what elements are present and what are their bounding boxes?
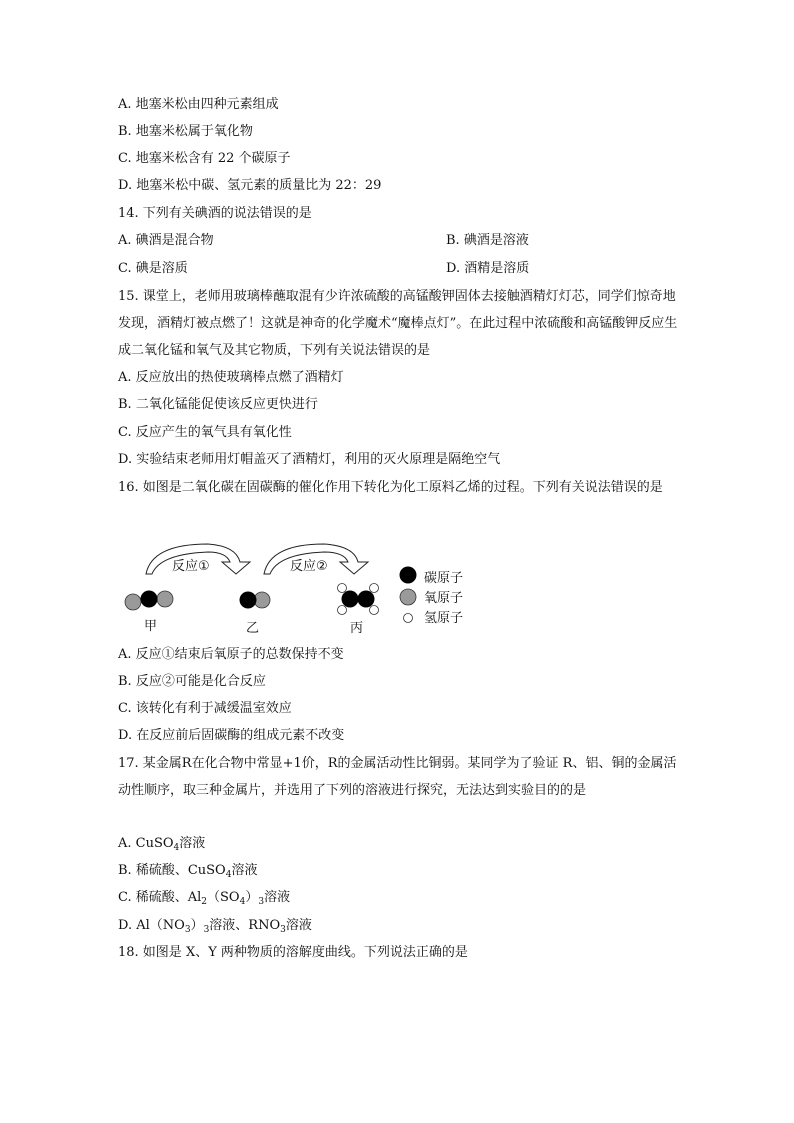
q17-option-b	[118, 862, 257, 880]
bing-label: 丙	[350, 621, 364, 636]
co2-to-ethylene-diagram	[118, 538, 488, 643]
jia-carbon	[141, 591, 158, 608]
q14-stem: 14. 下列有关碘酒的说法错误的是	[118, 206, 312, 221]
q17-stem: 17. 某金属R在化合物中常显+1价，R的金属活动性比铜弱。某同学为了验证 R、铝、铜的金属活动性顺序，取三种金属片，并选用了下列的溶液进行探究，无法达到实验目的的是	[118, 756, 677, 798]
yi-carbon	[240, 592, 257, 609]
q15-option-d: D. 实验结束老师用灯帽盖灭了酒精灯，利用的灭火原理是隔绝空气	[118, 452, 501, 467]
q14-option-a: A. 碘酒是混合物	[118, 233, 214, 248]
q17-c-mid: （SO	[207, 890, 240, 905]
q17-a-text: A. CuSO	[118, 836, 174, 851]
q14-option-c: C. 碘是溶质	[118, 261, 188, 276]
bing-carbon-1	[342, 591, 359, 608]
q17-option-a	[118, 835, 205, 853]
q14-option-d: D. 酒精是溶质	[446, 261, 530, 276]
q16-option-b: B. 反应②可能是化合反应	[118, 674, 266, 689]
q17-b-suffix: 溶液	[231, 863, 258, 878]
reaction1-label: 反应①	[172, 559, 210, 574]
jia-label: 甲	[144, 619, 158, 634]
q15-option-a: A. 反应放出的热使玻璃棒点燃了酒精灯	[118, 370, 344, 385]
q17-c-subscript-2: 4	[239, 897, 246, 907]
q17-d-mid-2: 溶液、RNO	[209, 918, 281, 933]
q13-option-c: C. 地塞米松含有 22 个碳原子	[118, 151, 291, 166]
q17-d-subscript-1: 3	[184, 925, 191, 935]
jia-oxygen-left	[125, 594, 141, 610]
q16-option-c: C. 该转化有利于减缓温室效应	[118, 701, 292, 716]
reaction2-label: 反应②	[290, 559, 328, 574]
legend-carbon-label: 碳原子	[424, 571, 464, 586]
q17-c-subscript-1: 2	[201, 897, 208, 907]
q13-option-b: B. 地塞米松属于氧化物	[118, 124, 253, 139]
legend-oxygen-swatch	[400, 589, 416, 605]
q13-option-a: A. 地塞米松由四种元素组成	[118, 97, 279, 112]
q17-d-subscript-3: 3	[280, 925, 286, 935]
q17-d-subscript-2: 3	[203, 925, 210, 935]
legend-oxygen-label: 氧原子	[424, 591, 464, 606]
jia-oxygen-right	[157, 591, 173, 607]
q15-option-b: B. 二氧化锰能促使该反应更快进行	[118, 397, 318, 412]
legend-carbon-swatch	[400, 567, 417, 584]
legend-hydrogen-swatch	[404, 614, 413, 623]
q15-option-c: C. 反应产生的氧气具有氧化性	[118, 425, 292, 440]
q13-option-d: D. 地塞米松中碳、氢元素的质量比为 22：29	[118, 178, 382, 193]
q17-b-subscript: 4	[225, 870, 232, 880]
q17-option-d	[118, 917, 312, 935]
bing-hydrogen-4	[370, 606, 379, 615]
q17-c-mid-2: ）	[245, 890, 259, 905]
q17-c-suffix: 溶液	[264, 890, 291, 905]
q17-d-mid: ）	[190, 918, 204, 933]
q15-stem: 15. 课堂上，老师用玻璃棒蘸取混有少许浓硫酸的高锰酸钾固体去接触酒精灯灯芯，同学们惊奇地发现，酒精灯被点燃了！这就是神奇的化学魔术“魔棒点灯”。在此过程中浓硫酸和高锰酸钾反应生成二氧化锰和氧气及其它物质，下列有关说法错误的是	[118, 289, 678, 358]
q17-a-suffix: 溶液	[179, 836, 206, 851]
q17-c-subscript-3: 3	[258, 897, 265, 907]
q17-b-text: B. 稀硫酸、CuSO	[118, 863, 226, 878]
q17-a-subscript: 4	[173, 843, 180, 853]
legend-hydrogen-label: 氢原子	[424, 611, 464, 626]
bing-hydrogen-1	[338, 584, 347, 593]
q17-d-suffix: 溶液	[285, 918, 312, 933]
q16-option-a: A. 反应①结束后氧原子的总数保持不变	[118, 647, 344, 662]
q16-stem: 16. 如图是二氧化碳在固碳酶的催化作用下转化为化工原料乙烯的过程。下列有关说法错误的是	[118, 480, 663, 495]
q17-option-c	[118, 889, 290, 907]
q14-option-b: B. 碘酒是溶液	[446, 233, 529, 248]
bing-carbon-2	[358, 591, 375, 608]
q16-option-d: D. 在反应前后固碳酶的组成元素不改变	[118, 728, 345, 743]
bing-hydrogen-3	[338, 606, 347, 615]
q18-stem: 18. 如图是 X、Y 两种物质的溶解度曲线。下列说法正确的是	[118, 945, 468, 960]
q17-c-text: C. 稀硫酸、Al	[118, 890, 202, 905]
bing-hydrogen-2	[370, 584, 379, 593]
q17-d-text: D. Al（NO	[118, 918, 185, 933]
yi-label: 乙	[246, 621, 260, 636]
